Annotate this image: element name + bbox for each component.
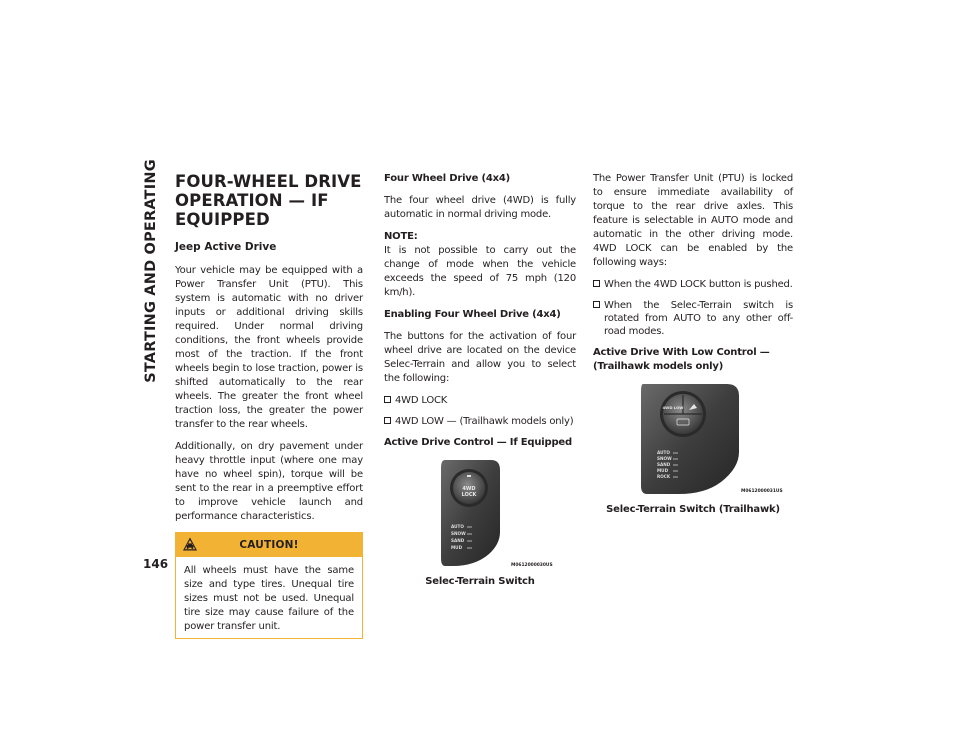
checkbox-bullet-icon (593, 280, 600, 287)
enable-list (593, 278, 793, 338)
list-item-text: 4WD LOW — (Trailhawk models only) (395, 416, 574, 427)
note-label: NOTE: (384, 231, 418, 242)
page-number: 146 (143, 557, 169, 571)
figure-caption: Selec-Terrain Switch (Trailhawk) (606, 504, 780, 515)
warning-icon (182, 536, 198, 552)
mode-sand: SAND (451, 538, 465, 543)
section-side-tab (141, 159, 161, 383)
list-item-text: When the Selec-Terrain switch is rotated from AUTO to any other off-road modes. (604, 300, 793, 337)
caution-header (176, 533, 362, 557)
button-4wd-low-label: 4WD LOW (662, 405, 684, 410)
checkbox-bullet-icon (384, 417, 391, 424)
section-title-line2: OPERATION — IF EQUIPPED (175, 191, 329, 229)
mode-auto: AUTO (657, 450, 670, 455)
figure-selec-terrain-trailhawk (593, 382, 793, 516)
caution-title: CAUTION! (239, 539, 299, 551)
checkbox-bullet-icon (593, 301, 600, 308)
subsection-title: Jeep Active Drive (175, 241, 277, 253)
button-4wd-label: 4WD (462, 486, 476, 492)
mode-rock: ROCK (657, 474, 671, 479)
mode-mud: MUD (657, 468, 669, 473)
heading-active-drive-control: Active Drive Control — If Equipped (384, 437, 572, 448)
list-item-text: When the 4WD LOCK button is pushed. (604, 279, 793, 290)
list-item (593, 278, 793, 291)
paragraph-buttons: The buttons for the activation of four wheel drive are located on the device Selec-Terrain and allow you to select the following: (384, 331, 576, 384)
note-text: It is not possible to carry out the change of mode when the vehicle exceeds the speed of 75 mph (120 km/h). (384, 245, 576, 298)
paragraph-4wd-automatic: The four wheel drive (4WD) is fully automatic in normal driving mode. (384, 195, 576, 220)
column-3 (593, 172, 793, 516)
section-title-line1: FOUR-WHEEL DRIVE (175, 172, 362, 191)
selec-terrain-trailhawk-image (613, 382, 783, 498)
mode-snow: SNOW (657, 456, 672, 461)
mode-auto: AUTO (451, 524, 464, 529)
list-item (384, 415, 576, 428)
list-item (384, 394, 576, 407)
list-item-text: 4WD LOCK (395, 395, 448, 406)
section-side-tab-label: STARTING AND OPERATING (143, 159, 160, 383)
figure-selec-terrain (384, 458, 576, 588)
mode-mud: MUD (451, 545, 463, 550)
option-list (384, 394, 576, 428)
figure-caption: Selec-Terrain Switch (425, 576, 535, 587)
paragraph-ptu-locked: The Power Transfer Unit (PTU) is locked to ensure immediate availability of torque to the rear drive axles. This feature is selectable in AUTO mode and automatic in the other driving mode. 4WD LOCK can be enabled by the following ways: (593, 173, 793, 268)
selec-terrain-switch-image (405, 458, 555, 570)
column-1 (175, 172, 363, 639)
paragraph-dry-pavement: Additionally, on dry pavement under heavy throttle input (where one may have no wheel spin), torque will be sent to the rear in a preemptive effort to improve vehicle launch and performance characteristics. (175, 441, 363, 522)
button-lock-label: LOCK (461, 492, 477, 498)
list-item (593, 299, 793, 338)
heading-active-drive-low: Active Drive With Low Control — (Trailhawk models only) (593, 347, 770, 372)
paragraph-ptu: Your vehicle may be equipped with a Power Transfer Unit (PTU). This system is automatic with no driver inputs or additional driving skills required. Under normal driving conditions, the front wheels provide most of the traction. If the front wheels begin to lose traction, power is shifted automatically to the rear wheels. The greater the front wheel traction loss, the greater the power transfer to the rear wheels. (175, 265, 363, 430)
section-title (175, 172, 363, 229)
figure-code: M0612000030US (511, 563, 553, 568)
column-2 (384, 172, 576, 588)
mode-snow: SNOW (451, 531, 466, 536)
caution-body (176, 557, 362, 638)
mode-sand: SAND (657, 462, 671, 467)
caution-text: All wheels must have the same size and type tires. Unequal tire sizes must not be used. Unequal tire size may cause failure of the power transfer unit. (184, 565, 354, 632)
heading-enabling-4wd: Enabling Four Wheel Drive (4x4) (384, 309, 561, 320)
caution-box (175, 532, 363, 639)
figure-code: M0612000031US (741, 489, 783, 494)
heading-four-wheel-drive: Four Wheel Drive (4x4) (384, 173, 511, 184)
checkbox-bullet-icon (384, 396, 391, 403)
